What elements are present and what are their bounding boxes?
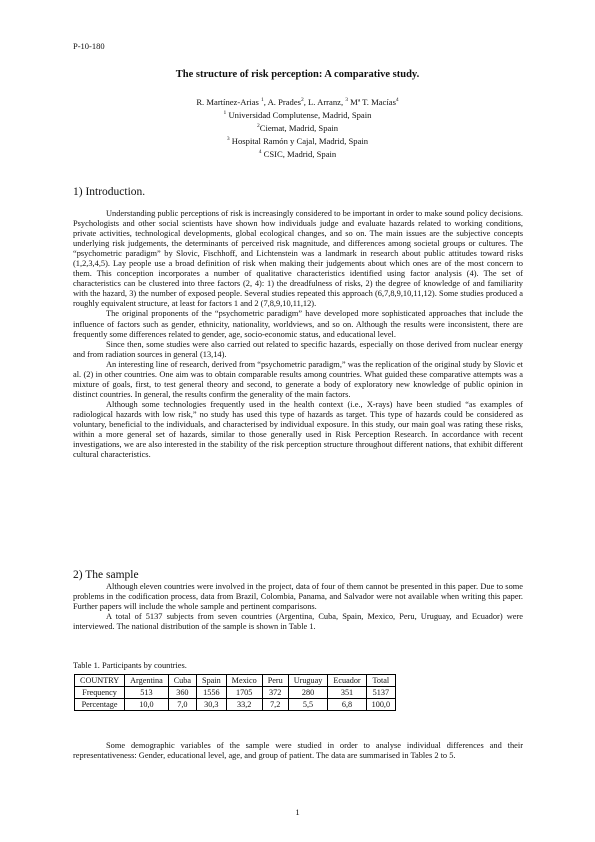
paragraph: Some demographic variables of the sample were studied in order to analyse individual differences and their representativeness: Gender, educational level, age, and group of patient. The data are summarised in Tables 2 to 5. <box>73 741 523 761</box>
table-cell: 6,8 <box>328 699 366 711</box>
table-caption: Table 1. Participants by countries. <box>73 661 187 670</box>
participants-table <box>74 674 396 711</box>
table-cell: 7,2 <box>262 699 288 711</box>
table-header-cell: COUNTRY <box>75 675 125 687</box>
table-cell: 280 <box>288 687 328 699</box>
page-id: P-10-180 <box>73 41 105 51</box>
table-header-cell: Mexico <box>226 675 262 687</box>
page-number: 1 <box>295 807 300 817</box>
affiliation <box>0 134 595 147</box>
affiliation-sup: 1 <box>223 110 227 117</box>
demographics-body <box>73 741 523 761</box>
section-heading-introduction: 1) Introduction. <box>73 186 146 198</box>
table-header-row <box>75 675 396 687</box>
table-cell: 5,5 <box>288 699 328 711</box>
author-line <box>0 95 595 108</box>
table-cell: 30,3 <box>197 699 227 711</box>
affiliation-sup: 2 <box>256 123 260 130</box>
table-cell: 351 <box>328 687 366 699</box>
author-name: , A. Prades <box>263 96 301 107</box>
author-name: R. Martínez-Arias <box>196 96 261 107</box>
table-cell: 33,2 <box>226 699 262 711</box>
introduction-body <box>73 209 523 460</box>
table-cell: 5137 <box>366 687 395 699</box>
author-sup: 3 <box>345 97 349 103</box>
author-sup: 4 <box>395 97 399 103</box>
table-header-cell: Uruguay <box>288 675 328 687</box>
affiliation <box>0 108 595 121</box>
affiliation-text: Ciemat, Madrid, Spain <box>259 122 339 133</box>
authors-block <box>0 95 595 160</box>
table-header-cell: Ecuador <box>328 675 366 687</box>
affiliation-text: Hospital Ramón y Cajal, Madrid, Spain <box>231 136 369 147</box>
table-cell: 360 <box>168 687 196 699</box>
table-cell: 10,0 <box>125 699 169 711</box>
table-cell: Percentage <box>75 699 125 711</box>
table-cell: 1556 <box>197 687 227 699</box>
table-header-cell: Spain <box>197 675 227 687</box>
paragraph: Although some technologies frequently used in the health context (i.e., X-rays) have been studied “as examples of radiological hazards with low risk,” no study has used this type of hazards as target. This type of hazards could be considered as voluntary, beneficial to the individuals, and characterised by individual exposure. In this study, our main goal was rating these risks, within a more general set of hazards, similar to those generally used in Risk Perception Research. In accordance with recent investigations, we are also interested in the stability of the risk perception structure throughout different nations, that exhibit different cultural characteristics. <box>73 399 523 460</box>
paragraph: An interesting line of research, derived from “psychometric paradigm,” was the replication of the original study by Slovic et al. (2) in other countries. One aim was to obtain comparable results among countries. What guided these comparative attempts was a mixture of goals, first, to test general theory and second, to generate a body of exploratory new knowledge of public opinion in distinct countries. In general, the results confirm the generality of the main factors. <box>73 359 523 399</box>
table-cell: 372 <box>262 687 288 699</box>
affiliation-text: CSIC, Madrid, Spain <box>263 149 337 160</box>
table-cell: Frequency <box>75 687 125 699</box>
paragraph: A total of 5137 subjects from seven countries (Argentina, Cuba, Spain, Mexico, Peru, Uruguay, and Ecuador) were interviewed. The national distribution of the sample is shown in Table 1. <box>73 612 523 632</box>
table-cell: 513 <box>125 687 169 699</box>
author-name: Mª T. Macías <box>348 96 396 107</box>
affiliation <box>0 121 595 134</box>
affiliation <box>0 147 595 160</box>
paragraph: The original proponents of the “psychometric paradigm” have developed more sophisticated approaches that include the influence of factors such as gender, ethnicity, nationality, worldviews, and so on. Although the results were inconsistent, there are frequently some differences related to gender, age, socio-economic status, and educational level. <box>73 309 523 339</box>
affiliation-sup: 4 <box>258 149 262 156</box>
table-header-cell: Cuba <box>168 675 196 687</box>
author-name: , L. Arranz, <box>303 96 346 107</box>
paragraph: Although eleven countries were involved in the project, data of four of them cannot be presented in this paper. Due to some problems in the codification process, data from Brazil, Colombia, Panama, and Salvador were not available when writing this paper. Further papers will include the whole sample and pertinent comparisons. <box>73 582 523 612</box>
table-header-cell: Total <box>366 675 395 687</box>
affiliation-text: Universidad Complutense, Madrid, Spain <box>228 109 372 120</box>
paragraph: Since then, some studies were also carried out related to specific hazards, especially on those derived from nuclear energy and from radiation sources in general (13,14). <box>73 339 523 359</box>
table-header-cell: Argentina <box>125 675 169 687</box>
table-cell: 7,0 <box>168 699 196 711</box>
table-row <box>75 687 396 699</box>
paragraph: Understanding public perceptions of risk is increasingly considered to be important in order to make sound policy decisions. Psychologists and other social scientists have shown how individuals judge and evaluate hazards related to working conditions, private activities, technological developments, global ecological changes, and so on. The main issues are the subjective concepts underlying risk judgements, the determinants of perceived risk magnitude, and differences among societal groups or cultures. The “psychometric paradigm” by Slovic, Fischhoff, and Lichtenstein was a landmark in research about public attitudes toward risks (1,2,3,4,5). Lay people use a broad definition of risk when making their judgements about which ones are of the most concern to them. This conception incorporates a number of qualitative characteristics identified using factor analysis (4). The set of characteristics can be clustered into three factors (2, 4): 1) the dreadfulness of risks, 2) the degree of knowledge of and familiarity with the hazard, 3) the number of exposed people. Several studies repeated this approach (6,7,8,9,10,11,12). Some studies produced a roughly equivalent structure, at least for factors 1 and 2 (7,8,9,10,11,12). <box>73 209 523 309</box>
sample-body <box>73 582 523 632</box>
table-header-cell: Peru <box>262 675 288 687</box>
affiliation-sup: 3 <box>226 136 230 143</box>
paper-title: The structure of risk perception: A comparative study. <box>175 69 420 80</box>
section-heading-sample: 2) The sample <box>73 569 139 581</box>
table-cell: 100,0 <box>366 699 395 711</box>
author-sup: 2 <box>301 97 304 103</box>
author-sup: 1 <box>261 97 264 103</box>
table-row <box>75 699 396 711</box>
table-cell: 1705 <box>226 687 262 699</box>
